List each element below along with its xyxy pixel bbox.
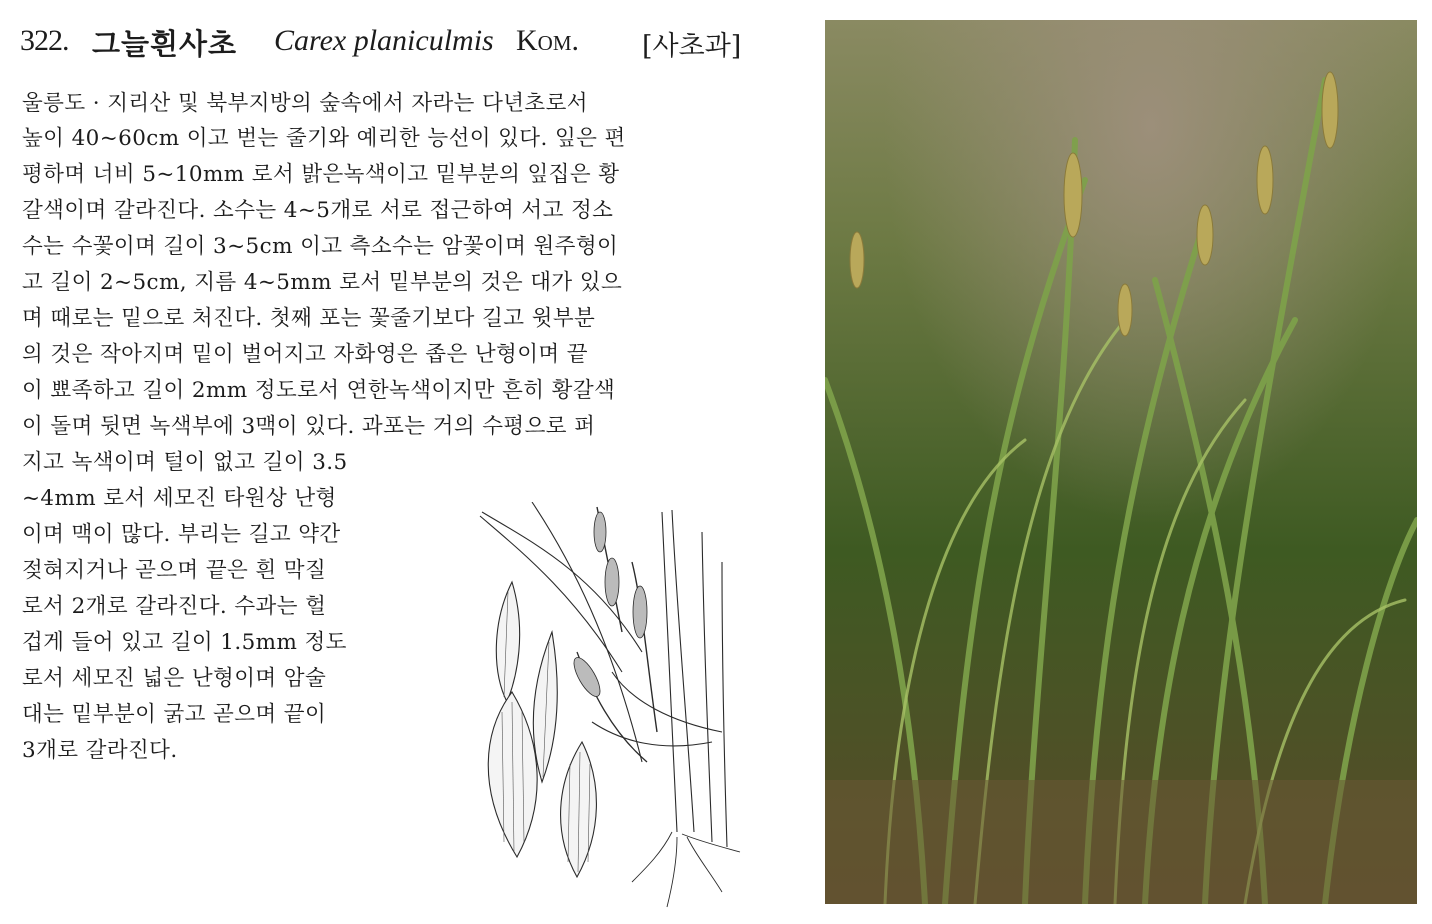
text-line: 이며 맥이 많다. 부리는 길고 약간 bbox=[22, 522, 341, 547]
botanical-illustration bbox=[472, 502, 744, 914]
text-line: ~4mm 로서 세모진 타원상 난형 bbox=[22, 486, 337, 511]
text-line: 이 돌며 뒷면 녹색부에 3맥이 있다. 과포는 거의 수평으로 퍼 bbox=[22, 414, 596, 439]
author-abbrev: Kom. bbox=[516, 24, 580, 57]
text-line: 평하며 너비 5~10mm 로서 밝은녹색이고 밑부분의 잎집은 황 bbox=[22, 162, 620, 187]
entry-header bbox=[20, 22, 800, 66]
text-line: 갈색이며 갈라진다. 소수는 4~5개로 서로 접근하여 서고 정소 bbox=[22, 198, 614, 223]
scientific-name: Carex planiculmis bbox=[274, 24, 494, 57]
text-line: 의 것은 작아지며 밑이 벌어지고 자화영은 좁은 난형이며 끝 bbox=[22, 342, 588, 367]
text-line: 울릉도 · 지리산 및 북부지방의 숲속에서 자라는 다년초로서 bbox=[22, 91, 588, 116]
family-name: [사초과] bbox=[642, 31, 742, 62]
text-line: 대는 밑부분이 굵고 곧으며 끝이 bbox=[22, 702, 327, 727]
text-line: 3개로 갈라진다. bbox=[22, 738, 178, 763]
korean-name: 그늘흰사초 bbox=[92, 27, 238, 61]
text-line: 높이 40~60cm 이고 벋는 줄기와 예리한 능선이 있다. 잎은 편 bbox=[22, 126, 626, 151]
plant-photo bbox=[825, 20, 1417, 904]
text-line: 로서 2개로 갈라진다. 수과는 헐 bbox=[22, 594, 327, 619]
entry-number: 322. bbox=[20, 24, 69, 57]
text-line: 며 때로는 밑으로 처진다. 첫째 포는 꽃줄기보다 길고 윗부분 bbox=[22, 306, 596, 331]
text-line: 지고 녹색이며 털이 없고 길이 3.5 bbox=[22, 450, 348, 475]
text-line: 이 뾰족하고 길이 2mm 정도로서 연한녹색이지만 흔히 황갈색 bbox=[22, 378, 616, 403]
text-line: 젖혀지거나 곧으며 끝은 흰 막질 bbox=[22, 558, 327, 583]
text-line: 고 길이 2~5cm, 지름 4~5mm 로서 밑부분의 것은 대가 있으 bbox=[22, 270, 623, 295]
text-line: 로서 세모진 넓은 난형이며 암술 bbox=[22, 666, 327, 691]
text-line: 수는 수꽃이며 길이 3~5cm 이고 측소수는 암꽃이며 원주형이 bbox=[22, 234, 619, 259]
text-line: 겁게 들어 있고 길이 1.5mm 정도 bbox=[22, 630, 347, 655]
